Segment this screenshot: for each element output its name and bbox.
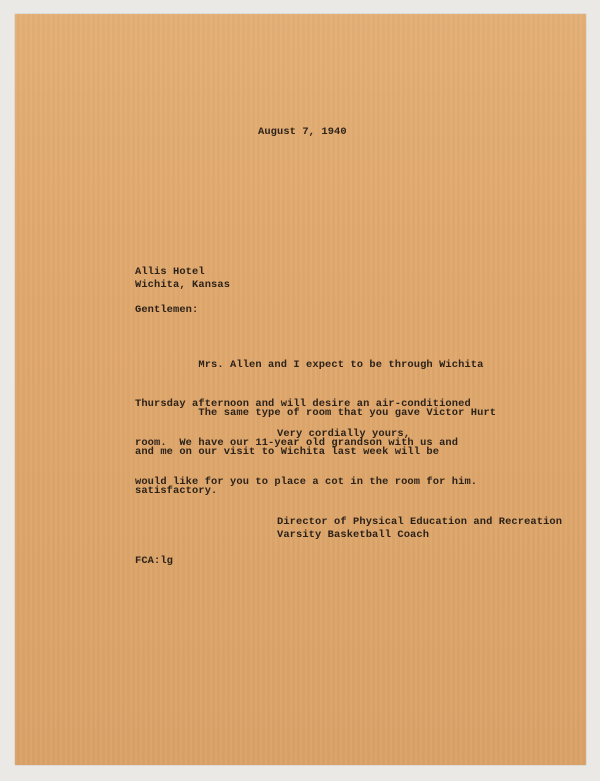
salutation: Gentlemen:: [135, 304, 199, 316]
paragraph-2: [135, 381, 496, 524]
paragraph-2-line: satisfactory.: [135, 485, 218, 497]
paragraph-2-line: The same type of room that you gave Victor Hurt: [135, 407, 497, 419]
paragraph-1-line: room. We have our 11-year old grandson with us and: [135, 437, 459, 449]
addressee-city: Wichita, Kansas: [135, 279, 231, 291]
letter-page: [15, 14, 586, 765]
signature-title-coach: Varsity Basketball Coach: [277, 529, 430, 541]
reference-initials: FCA:lg: [135, 555, 174, 567]
paragraph-1-line: Mrs. Allen and I expect to be through Wichita: [135, 359, 484, 371]
complimentary-close: Very cordially yours,: [277, 428, 411, 440]
signature-title-director: Director of Physical Education and Recreation: [277, 516, 563, 528]
letter-date: August 7, 1940: [258, 126, 347, 138]
addressee-name: Allis Hotel: [135, 266, 205, 278]
paragraph-1-line: would like for you to place a cot in the room for him.: [135, 476, 478, 488]
paragraph-2-line: and me on our visit to Wichita last week will be: [135, 446, 440, 458]
paragraph-1-line: Thursday afternoon and will desire an air-conditioned: [135, 398, 471, 410]
